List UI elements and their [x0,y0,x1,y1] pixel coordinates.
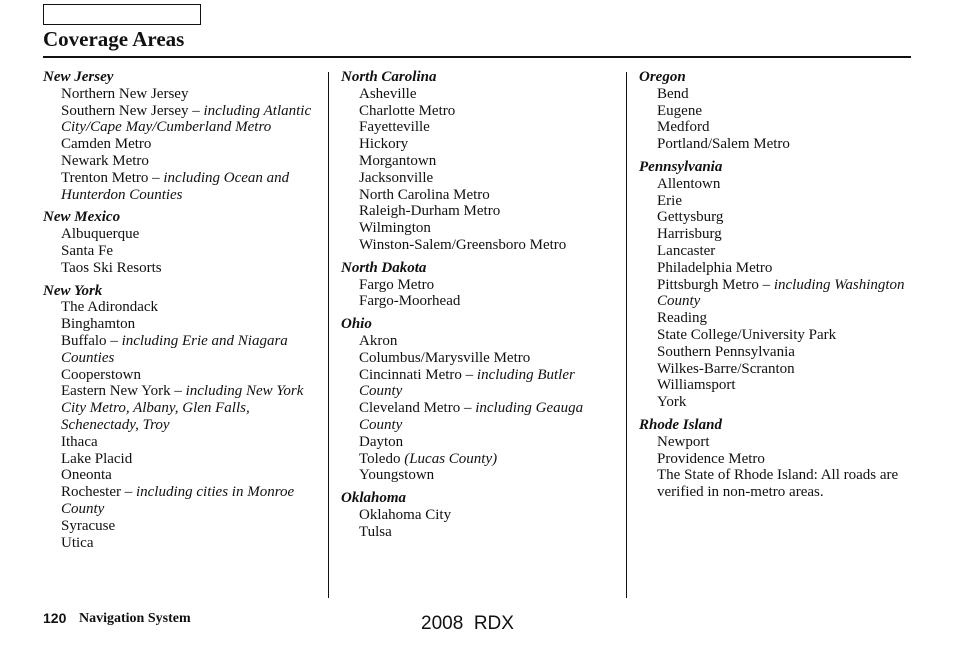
area-name: Taos Ski Resorts [61,259,162,276]
area-name: Medford [657,119,710,136]
coverage-area-item [341,136,619,153]
coverage-area-item [43,484,319,518]
coverage-area-item [341,333,619,350]
coverage-area-item [341,293,619,310]
area-note: – including Ocean and Hunterdon Counties [61,169,290,203]
column-3 [639,69,911,507]
coverage-area-item [341,187,619,204]
coverage-area-item [639,451,911,468]
coverage-area-item [639,260,911,277]
area-name: Southern Pennsylvania [657,343,795,360]
state-heading: Oregon [639,69,686,85]
coverage-area-item [43,467,319,484]
state-section [341,69,619,254]
area-note: (Lucas County) [400,450,498,467]
coverage-area-item [43,243,319,260]
coverage-area-item [43,260,319,277]
coverage-area-item [341,153,619,170]
area-note: – including New York City Metro, Albany, Glen Falls, Schenectady, Troy [61,383,304,433]
coverage-area-item [639,86,911,103]
coverage-area-item [341,170,619,187]
state-section [43,69,319,203]
coverage-area-item [639,243,911,260]
area-name: Jacksonville [359,169,434,186]
coverage-area-item [341,451,619,468]
area-name: Allentown [657,175,721,192]
area-name: Asheville [359,85,417,102]
area-name: Portland/Salem Metro [657,136,790,153]
column-2 [341,69,619,547]
area-name: Albuquerque [61,226,140,243]
area-name: Binghamton [61,316,136,333]
state-section [43,283,319,552]
coverage-area-item [639,361,911,378]
coverage-area-item [341,86,619,103]
area-name: Wilmington [359,220,431,237]
area-name: Cincinnati Metro [359,366,462,383]
coverage-area-item [341,434,619,451]
area-name: Tulsa [359,523,392,540]
area-name: North Carolina Metro [359,186,490,203]
coverage-area-item [341,119,619,136]
coverage-area-item [341,203,619,220]
area-name: Wilkes-Barre/Scranton [657,360,795,377]
coverage-area-item [341,507,619,524]
area-name: Ithaca [61,433,98,450]
coverage-area-item [43,136,319,153]
coverage-area-item [639,394,911,411]
coverage-area-item [341,467,619,484]
state-section [639,69,911,153]
title-rule [43,56,911,58]
area-name: State College/University Park [657,326,837,343]
area-name: Camden Metro [61,136,152,153]
state-section [341,316,619,484]
area-name: Raleigh-Durham Metro [359,203,501,220]
area-name: Providence Metro [657,450,765,467]
coverage-area-item [639,193,911,210]
area-name: The Adirondack [61,299,159,316]
state-heading: North Dakota [341,259,427,276]
coverage-area-item [43,316,319,333]
state-heading: New Jersey [43,69,114,85]
area-name: Williamsport [657,377,736,394]
area-name: Harrisburg [657,226,722,243]
coverage-area-item [639,176,911,193]
area-name: Buffalo [61,332,107,349]
coverage-area-item [43,153,319,170]
area-name: Newark Metro [61,152,149,169]
area-name: Newport [657,433,710,450]
page-number: 120 [43,610,67,626]
area-name: Akron [359,332,398,349]
area-name: Eugene [657,102,702,119]
area-name: Eastern New York [61,383,171,400]
area-name: Columbus/Marysville Metro [359,349,531,366]
coverage-area-item [639,434,911,451]
area-note: – including Atlantic City/Cape May/Cumberland Metro [61,102,312,136]
coverage-area-item [639,467,911,501]
area-name: Morgantown [359,152,437,169]
state-section [43,209,319,276]
coverage-area-item [43,170,319,204]
area-name: Toledo [359,450,401,467]
section-name: Navigation System [79,611,191,626]
area-name: Syracuse [61,517,116,534]
coverage-area-item [43,383,319,433]
coverage-area-item [43,103,319,137]
state-section [639,417,911,501]
coverage-area-item [43,535,319,552]
area-name: Utica [61,534,94,551]
coverage-area-item [43,226,319,243]
area-note: – including Butler County [359,366,575,400]
coverage-area-item [341,103,619,120]
area-name: Philadelphia Metro [657,259,773,276]
area-name: Lake Placid [61,450,133,467]
area-name: Trenton Metro [61,169,149,186]
area-name: Cleveland Metro [359,400,461,417]
coverage-area-item [639,136,911,153]
coverage-area-item [341,277,619,294]
coverage-area-item [341,237,619,254]
coverage-area-item [43,333,319,367]
coverage-area-item [43,299,319,316]
area-name: Southern New Jersey [61,102,189,119]
coverage-area-item [43,518,319,535]
area-note: – including Washington County [657,276,905,310]
area-name: Fargo-Moorhead [359,293,461,310]
coverage-area-item [341,350,619,367]
area-name: Dayton [359,433,404,450]
coverage-area-item [639,277,911,311]
area-name: The State of Rhode Island: All roads are verified in non-metro areas. [657,467,899,501]
state-heading: Oklahoma [341,490,407,507]
area-name: Santa Fe [61,242,114,259]
area-name: York [657,394,687,411]
area-name: Bend [657,85,689,102]
coverage-area-item [341,367,619,401]
coverage-area-item [341,400,619,434]
area-note: – including Erie and Niagara Counties [61,332,288,366]
area-name: Youngstown [359,467,435,484]
area-name: Reading [657,310,707,327]
area-name: Oneonta [61,467,112,484]
coverage-area-item [639,226,911,243]
coverage-area-item [43,451,319,468]
area-name: Northern New Jersey [61,85,189,102]
area-name: Pittsburgh Metro [657,276,759,293]
state-heading: Pennsylvania [639,158,723,175]
state-heading: New Mexico [43,209,121,226]
model-label: 2008 RDX [421,613,514,634]
state-heading: Rhode Island [639,416,722,433]
column-divider [328,72,329,598]
state-section [341,490,619,540]
coverage-area-item [639,377,911,394]
coverage-area-item [639,209,911,226]
page-title: Coverage Areas [43,27,185,51]
coverage-area-item [43,367,319,384]
area-name: Winston-Salem/Greensboro Metro [359,236,567,253]
area-name: Erie [657,192,682,209]
column-divider [626,72,627,598]
area-name: Gettysburg [657,209,724,226]
area-name: Lancaster [657,242,716,259]
state-heading: Ohio [341,316,372,333]
state-section [639,159,911,411]
area-name: Rochester [61,484,121,501]
column-1 [43,69,319,557]
coverage-area-item [639,103,911,120]
area-name: Fayetteville [359,119,430,136]
coverage-area-item [639,119,911,136]
area-name: Hickory [359,136,409,153]
coverage-area-item [43,434,319,451]
coverage-area-item [43,86,319,103]
coverage-area-item [639,327,911,344]
area-name: Cooperstown [61,366,141,383]
coverage-area-item [341,524,619,541]
coverage-area-item [341,220,619,237]
coverage-area-item [639,310,911,327]
area-name: Oklahoma City [359,506,452,523]
header-tab-box [43,4,201,25]
area-name: Charlotte Metro [359,102,456,119]
area-note: – including Geauga County [359,400,584,433]
state-heading: New York [43,282,103,299]
area-note: – including cities in Monroe County [61,484,295,517]
area-name: Fargo Metro [359,276,435,293]
state-heading: North Carolina [341,69,437,85]
state-section [341,260,619,310]
coverage-area-item [639,344,911,361]
